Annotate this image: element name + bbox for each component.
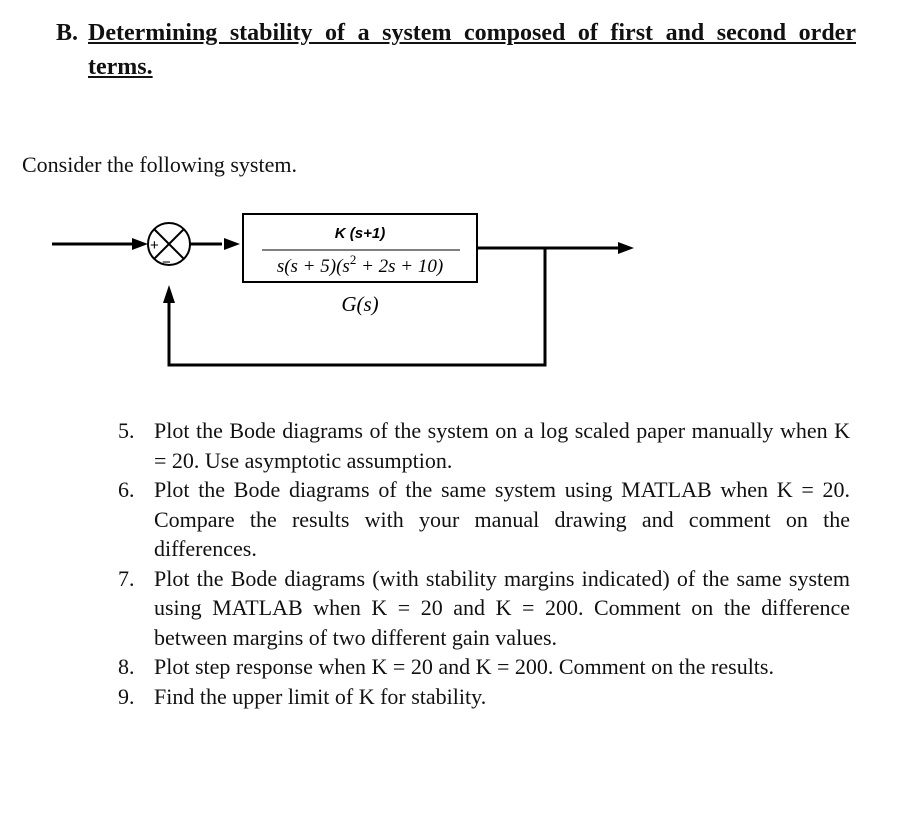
tf-denominator: $s(s + 5)(s^2 + 2s + 10)$ xyxy=(276,252,444,277)
minus-sign: − xyxy=(162,254,171,271)
forward-arrowhead xyxy=(224,238,240,250)
question-number: 8. xyxy=(118,654,135,679)
summing-junction xyxy=(148,223,190,271)
question-text: Plot step response when K = 20 and K = 200. Comment on the results. xyxy=(154,654,774,679)
question-text: Plot the Bode diagrams (with stability margins indicated) of the same system using MATLAB when K = 20 and K = 200. Comment on the difference between margins of two different gain values. xyxy=(154,565,850,650)
block-diagram xyxy=(0,195,700,380)
section-letter: B. xyxy=(56,20,79,46)
question-number: 6. xyxy=(118,477,135,502)
output-arrowhead xyxy=(618,242,634,254)
question-item xyxy=(118,682,850,712)
question-number: 7. xyxy=(118,565,135,591)
question-item xyxy=(118,475,850,564)
question-text: Plot the Bode diagrams of the system on a log scaled paper manually when K = 20. Use asymptotic assumption. xyxy=(154,418,850,473)
question-number: 5. xyxy=(118,418,135,443)
question-list xyxy=(118,416,850,711)
section-title: Determining stability of a system composed of first and second order terms. xyxy=(88,20,856,80)
tf-numerator: K (s+1) xyxy=(334,225,386,242)
question-item xyxy=(118,416,850,475)
question-text: Plot the Bode diagrams of the same system using MATLAB when K = 20. Compare the results with your manual drawing and comment on the differences. xyxy=(154,477,850,561)
feedback-arrowhead xyxy=(163,285,175,303)
question-number: 9. xyxy=(118,683,135,709)
question-text: Find the upper limit of K for stability. xyxy=(154,683,487,709)
question-item xyxy=(118,564,850,653)
block-label: G(s) xyxy=(341,292,379,316)
plus-sign: + xyxy=(150,237,159,254)
question-item xyxy=(118,652,850,682)
intro-text: Consider the following system. xyxy=(22,152,297,177)
section-heading xyxy=(56,16,856,84)
input-arrowhead xyxy=(132,238,148,250)
